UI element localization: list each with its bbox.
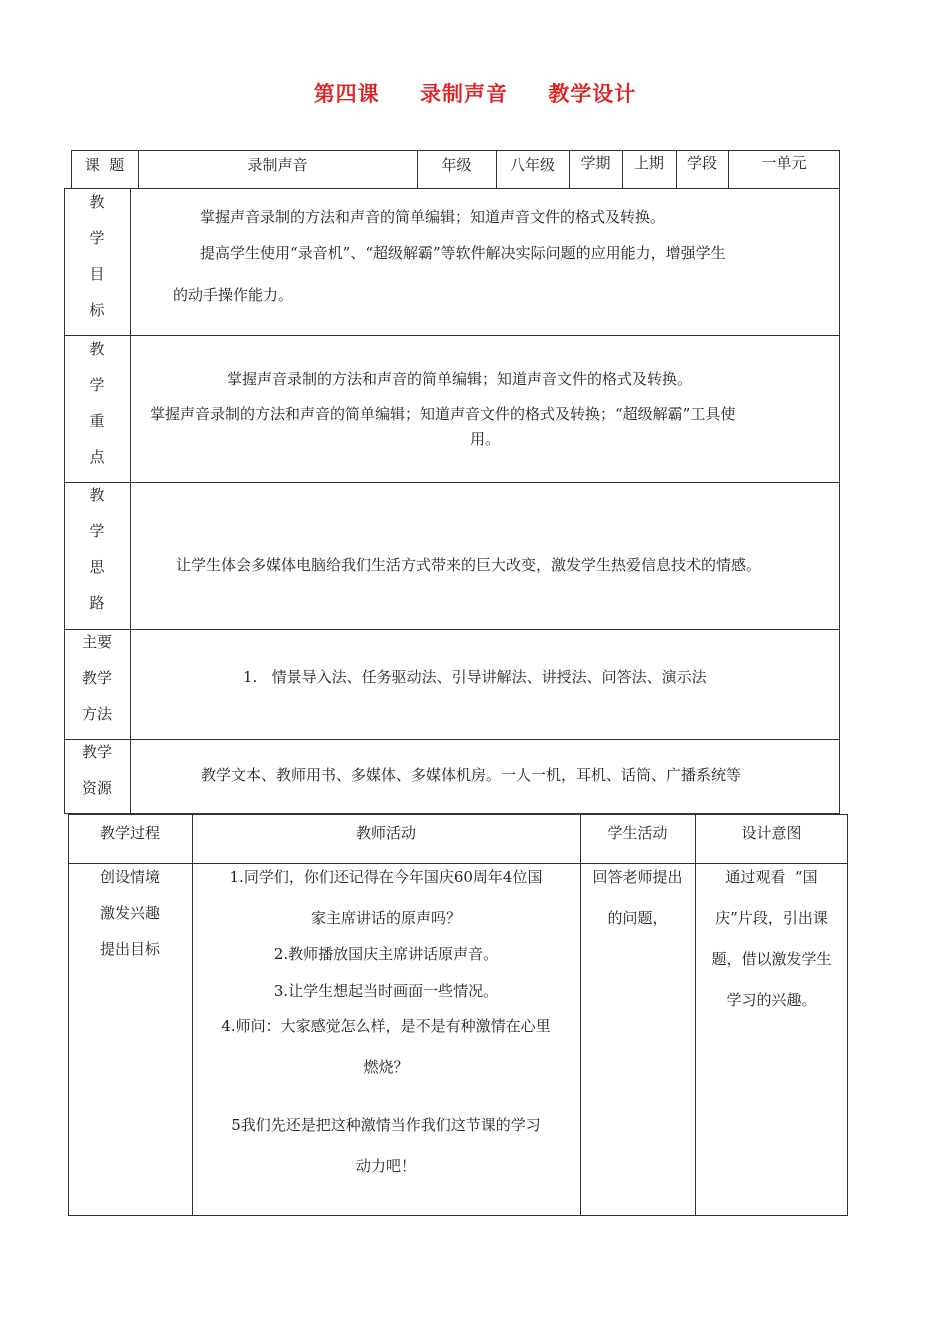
key-points-line-1: 掌握声音录制的方法和声音的简单编辑；知道声音文件的格式及转换。 xyxy=(227,370,693,388)
objectives-label: 教 学 目 标 xyxy=(89,193,105,319)
process-header-intent: 设计意图 xyxy=(741,824,802,842)
teacher-line-5: 4.师问：大家感觉怎么样，是不是有种激情在心里 xyxy=(221,1017,551,1035)
term-label: 学期 xyxy=(580,154,611,172)
topic-value: 录制声音 xyxy=(247,156,308,174)
methods-label: 主要 教学 方法 xyxy=(81,633,112,723)
approach-text: 让学生体会多媒体电脑给我们生活方式带来的巨大改变，激发学生热爱信息技术的情感。 xyxy=(176,556,762,574)
key-points-label: 教 学 重 点 xyxy=(89,340,105,466)
process-header-teacher: 教师活动 xyxy=(355,824,416,842)
intent-line-4: 学习的兴趣。 xyxy=(726,991,817,1009)
intent-line-2: 庆”片段，引出课 xyxy=(715,909,828,927)
objectives-line-2: 提高学生使用“录音机”、“超级解霸”等软件解决实际问题的应用能力，增强学生 xyxy=(200,244,726,262)
student-line-2: 的问题， xyxy=(607,909,668,927)
document-title xyxy=(0,78,950,108)
teacher-line-2: 家主席讲话的原声吗？ xyxy=(310,909,461,927)
teacher-line-4: 3.让学生想起当时画面一些情况。 xyxy=(273,982,499,1000)
resources-text: 教学文本、教师用书、多媒体、多媒体机房。一人一机，耳机、话筒、广播系统等 xyxy=(201,766,742,784)
term-value: 上期 xyxy=(633,154,664,172)
stage-cell: 创设情境 激发兴趣 提出目标 xyxy=(99,868,160,958)
title-topic: 录制声音 xyxy=(420,82,508,106)
objectives-line-3: 的动手操作能力。 xyxy=(173,286,294,304)
key-points-line-3: 用。 xyxy=(469,430,500,448)
grade-label: 年级 xyxy=(441,156,472,174)
teacher-line-3: 2.教师播放国庆主席讲话原声音。 xyxy=(273,945,499,963)
section-value: 一单元 xyxy=(761,154,807,172)
approach-label: 教 学 思 路 xyxy=(89,486,105,612)
key-points-line-2: 掌握声音录制的方法和声音的简单编辑；知道声音文件的格式及转换；“超级解霸”工具使 xyxy=(150,405,736,423)
title-design: 教学设计 xyxy=(548,82,637,106)
grade-value: 八年级 xyxy=(509,156,555,174)
process-header-stage: 教学过程 xyxy=(99,824,160,842)
teacher-line-8: 动力吧！ xyxy=(355,1157,416,1175)
objectives-line-1: 掌握声音录制的方法和声音的简单编辑；知道声音文件的格式及转换。 xyxy=(200,208,666,226)
teacher-line-6: 燃烧？ xyxy=(363,1058,409,1076)
resources-label: 教学 资源 xyxy=(81,743,112,797)
student-line-1: 回答老师提出 xyxy=(592,868,683,886)
intent-line-3: 题，借以激发学生 xyxy=(711,950,832,968)
teacher-line-7: 5我们先还是把这种激情当作我们这节课的学习 xyxy=(231,1116,541,1134)
title-lesson: 第四课 xyxy=(313,82,380,106)
methods-text: 1. 情景导入法、任务驱动法、引导讲解法、讲授法、问答法、演示法 xyxy=(243,668,707,686)
process-header-student: 学生活动 xyxy=(607,824,668,842)
topic-label: 课 题 xyxy=(84,156,125,174)
teacher-line-1: 1.同学们，你们还记得在今年国庆60周年4位国 xyxy=(229,868,543,886)
intent-line-1: 通过观看 “国 xyxy=(725,868,818,886)
section-label: 学段 xyxy=(686,154,717,172)
